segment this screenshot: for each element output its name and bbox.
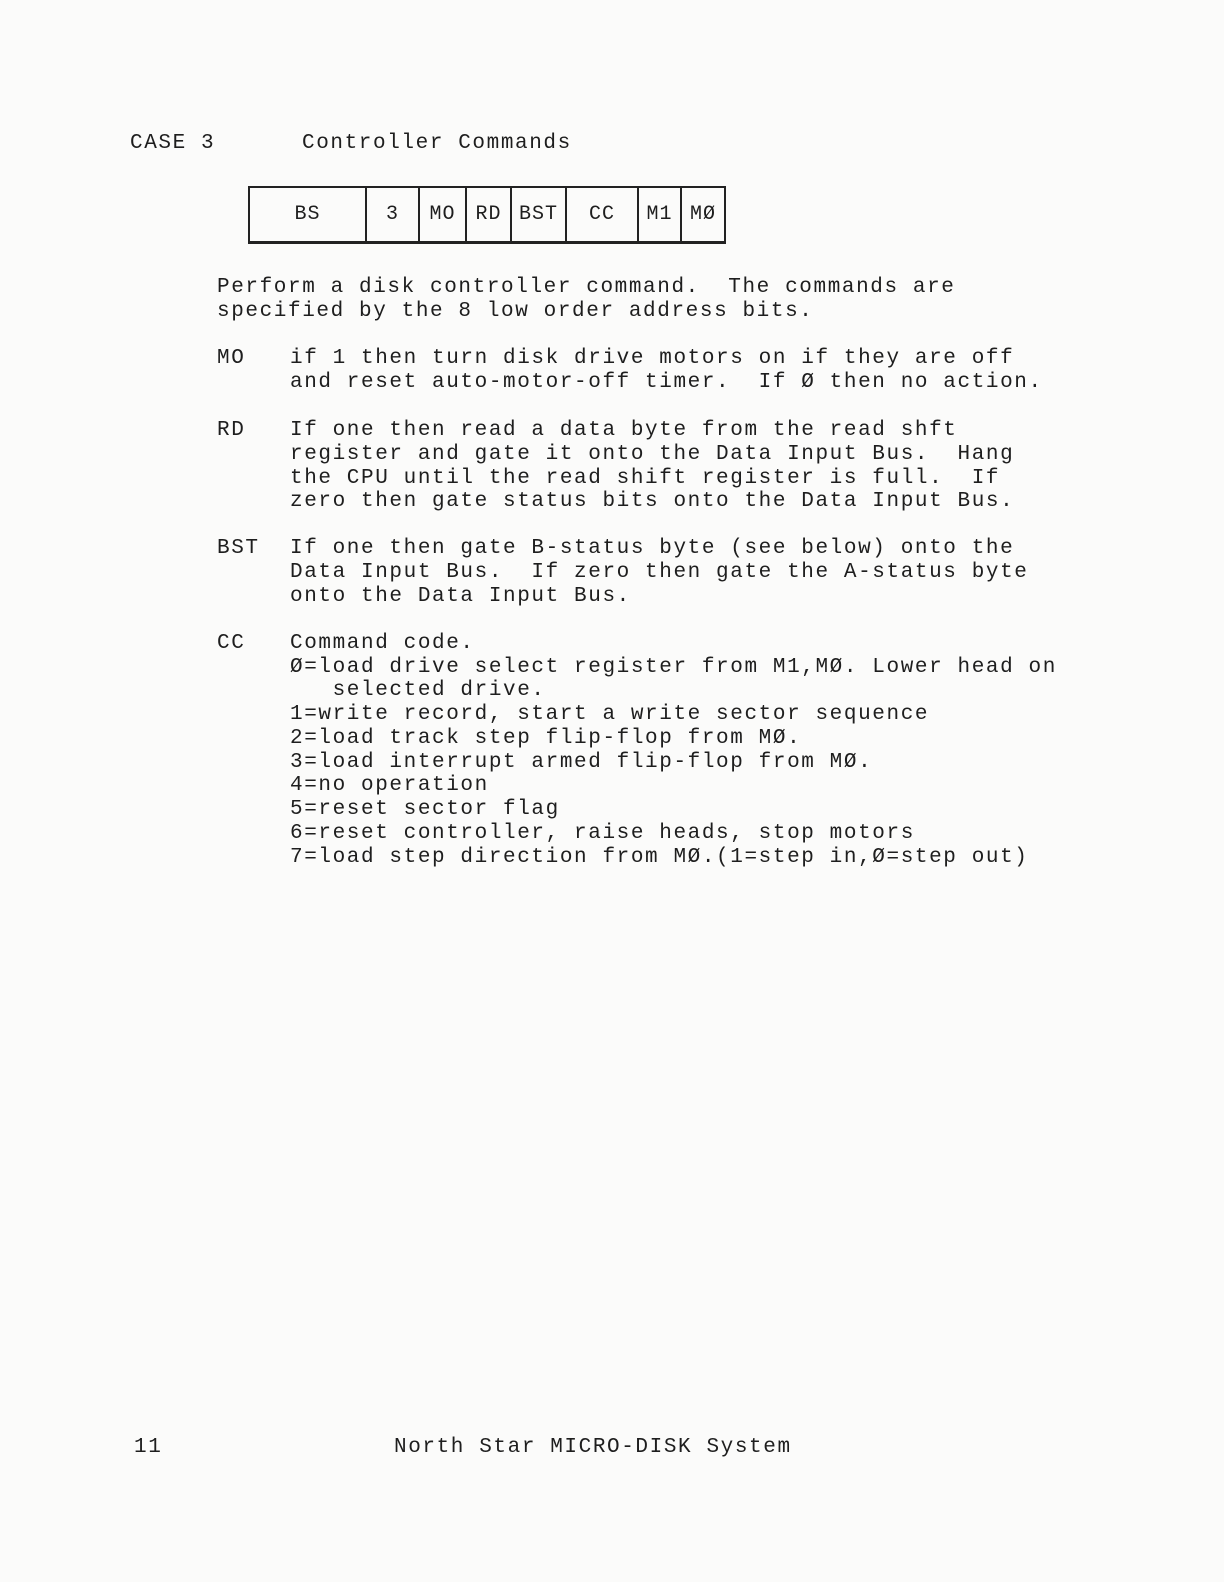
field-m1: M1 (639, 188, 682, 241)
definition-line: the CPU until the read shift register is full. If (290, 467, 1001, 490)
field-bst: BST (512, 188, 567, 241)
definition-line: 4=no operation (290, 774, 489, 797)
term-label: RD (217, 419, 246, 442)
definition-line: 2=load track step flip-flop from MØ. (290, 727, 802, 750)
field-3: 3 (367, 188, 420, 241)
definition-line: register and gate it onto the Data Input Bus. Hang (290, 443, 1015, 466)
field-cc: CC (567, 188, 639, 241)
definition-line: 6=reset controller, raise heads, stop motors (290, 822, 915, 845)
case-label: CASE 3 (130, 132, 216, 155)
definition-line: and reset auto-motor-off timer. If Ø then no action. (290, 371, 1043, 394)
definition-line: Data Input Bus. If zero then gate the A-status byte (290, 561, 1029, 584)
field-bs: BS (250, 188, 367, 241)
definition-line: 5=reset sector flag (290, 798, 560, 821)
definition-line: selected drive. (290, 679, 546, 702)
term-label: MO (217, 347, 246, 370)
definition-line: If one then read a data byte from the read shft (290, 419, 958, 442)
definition-line: 1=write record, start a write sector sequence (290, 703, 930, 726)
term-label: BST (217, 537, 260, 560)
definition-line: 7=load step direction from MØ.(1=step in,Ø=step out) (290, 846, 1029, 869)
definition-line: Command code. (290, 632, 475, 655)
field-mo: MO (420, 188, 467, 241)
field-m0: MØ (689, 203, 716, 226)
term-label: CC (217, 632, 246, 655)
definition-line: If one then gate B-status byte (see below) onto the (290, 537, 1015, 560)
definition-line: zero then gate status bits onto the Data Input Bus. (290, 490, 1015, 513)
definition-line: onto the Data Input Bus. (290, 585, 631, 608)
definition-line: if 1 then turn disk drive motors on if they are off (290, 347, 1015, 370)
page-number: 11 (134, 1436, 163, 1459)
footer-title: North Star MICRO-DISK System (394, 1436, 792, 1459)
section-title: Controller Commands (302, 132, 572, 155)
definition-line: Ø=load drive select register from M1,MØ. Lower head on (290, 656, 1057, 679)
intro-line: specified by the 8 low order address bits. (217, 300, 814, 323)
intro-line: Perform a disk controller command. The commands are (217, 276, 956, 299)
register-diagram (248, 186, 726, 244)
field-rd: RD (467, 188, 512, 241)
definition-line: 3=load interrupt armed flip-flop from MØ. (290, 751, 873, 774)
